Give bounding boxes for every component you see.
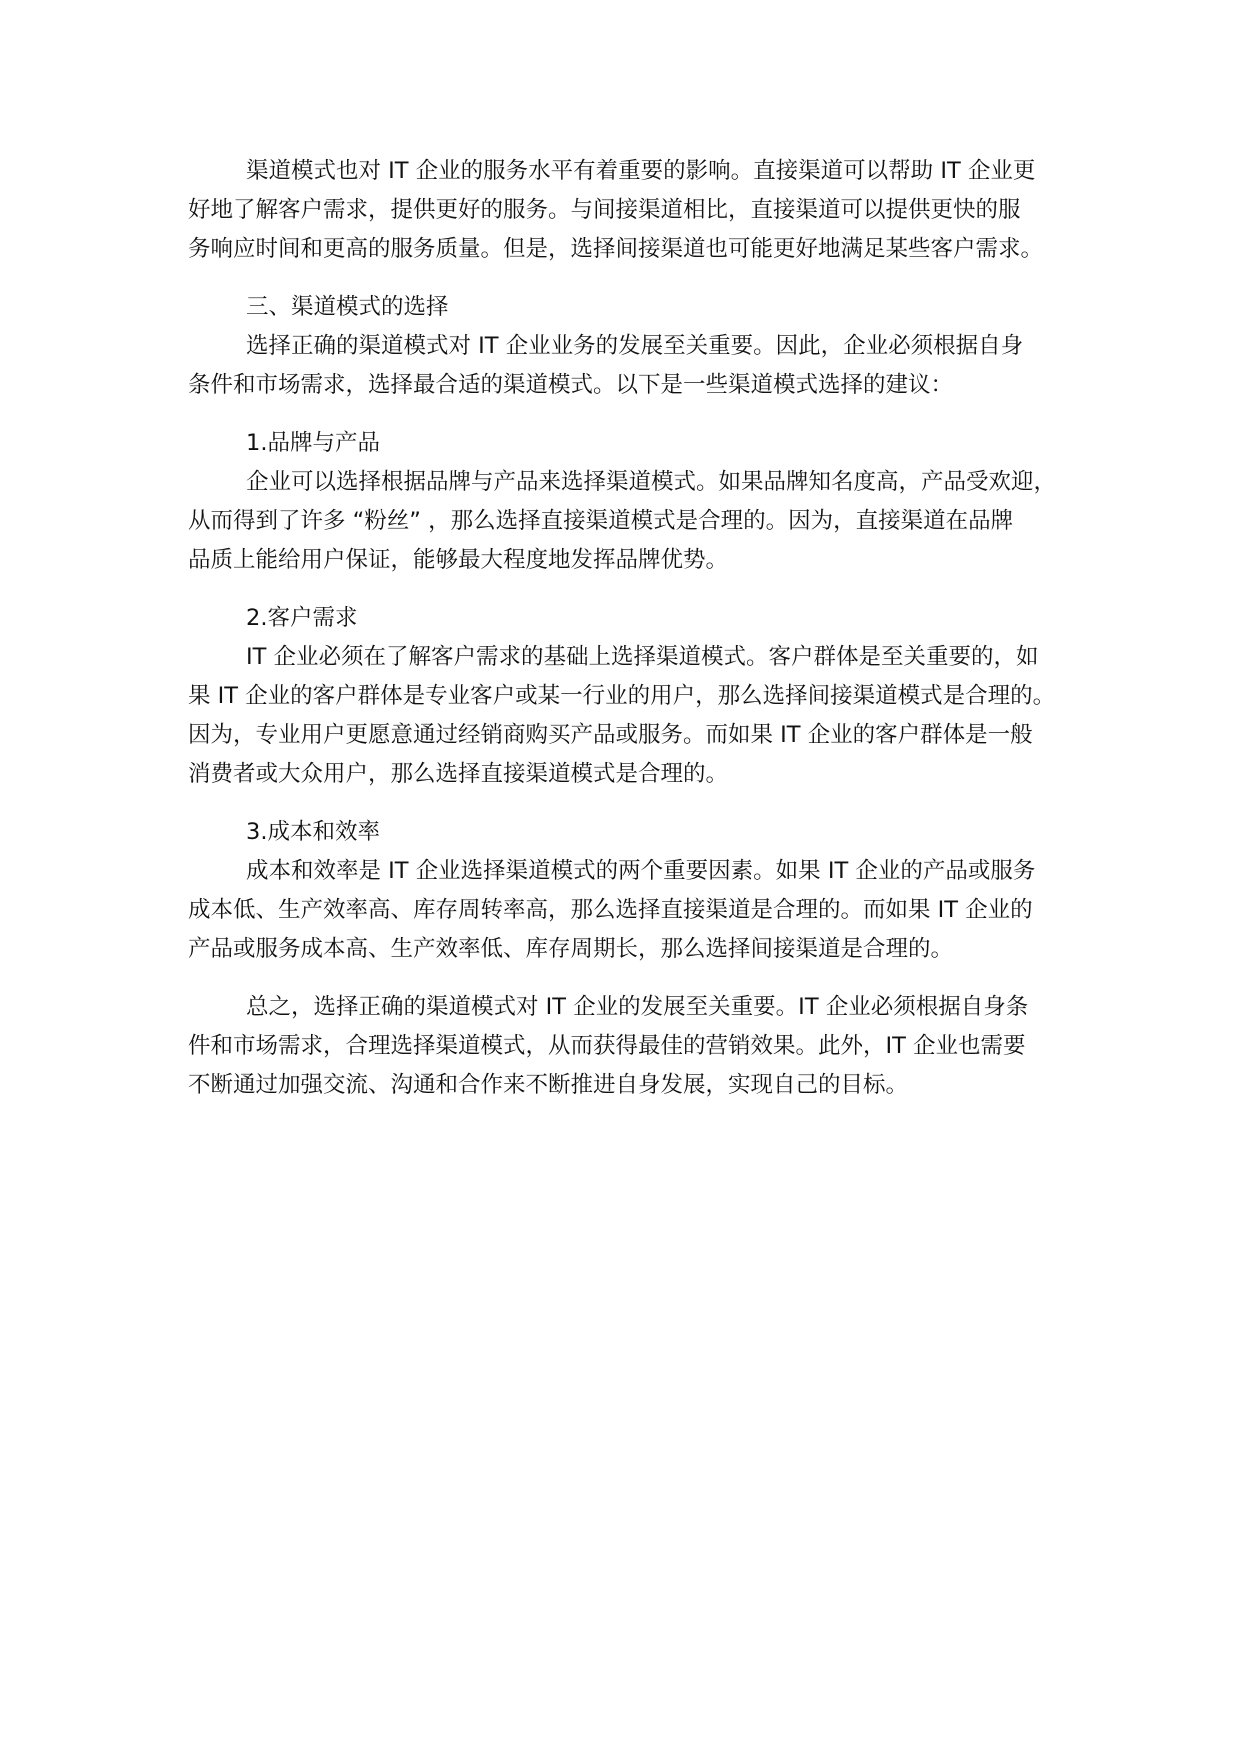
paragraph-line: 企业可以选择根据品牌与产品来选择渠道模式。如果品牌知名度高，产品受欢迎， — [246, 469, 1057, 495]
paragraph-line: IT 企业必须在了解客户需求的基础上选择渠道模式。客户群体是至关重要的，如 — [246, 644, 1039, 670]
paragraph-line: 成本低、生产效率高、库存周转率高，那么选择直接渠道是合理的。而如果 IT 企业的 — [188, 897, 1033, 923]
paragraph-line: 品质上能给用户保证，能够最大程度地发挥品牌优势。 — [188, 547, 729, 573]
paragraph-line: 消费者或大众用户，那么选择直接渠道模式是合理的。 — [188, 761, 729, 787]
paragraph-line: 果 IT 企业的客户群体是专业客户或某一行业的用户，那么选择间接渠道模式是合理的。 — [188, 683, 1056, 709]
paragraph-line: 成本和效率是 IT 企业选择渠道模式的两个重要因素。如果 IT 企业的产品或服务 — [246, 858, 1036, 884]
paragraph-line: 条件和市场需求，选择最合适的渠道模式。以下是一些渠道模式选择的建议： — [188, 372, 954, 398]
paragraph-line: 选择正确的渠道模式对 IT 企业业务的发展至关重要。因此，企业必须根据自身 — [246, 333, 1024, 359]
paragraph-service-level — [188, 152, 1076, 269]
paragraph-line: 不断通过加强交流、沟通和合作来不断推进自身发展，实现自己的目标。 — [188, 1072, 909, 1098]
paragraph-line: 因为，专业用户更愿意通过经销商购买产品或服务。而如果 IT 企业的客户群体是一般 — [188, 722, 1033, 748]
paragraph-line: 从而得到了许多 “粉丝” ，那么选择直接渠道模式是合理的。因为，直接渠道在品牌 — [188, 508, 1014, 534]
paragraph-line: 务响应时间和更高的服务质量。但是，选择间接渠道也可能更好地满足某些客户需求。 — [188, 236, 1044, 262]
paragraph-line: 好地了解客户需求，提供更好的服务。与间接渠道相比，直接渠道可以提供更快的服 — [188, 197, 1021, 223]
paragraph-customer-needs — [188, 638, 1076, 794]
paragraph-cost-efficiency — [188, 852, 1076, 969]
item-heading-cost-efficiency: 3.成本和效率 — [246, 819, 380, 845]
paragraph-brand-product — [188, 463, 1076, 580]
section-heading-channel-selection: 三、渠道模式的选择 — [246, 294, 449, 320]
paragraph-line: 渠道模式也对 IT 企业的服务水平有着重要的影响。直接渠道可以帮助 IT 企业更 — [246, 158, 1036, 184]
document-body — [188, 152, 1076, 1105]
item-heading-customer-needs: 2.客户需求 — [246, 605, 358, 631]
paragraph-line: 件和市场需求，合理选择渠道模式，从而获得最佳的营销效果。此外，IT 企业也需要 — [188, 1033, 1026, 1059]
paragraph-conclusion — [188, 988, 1076, 1105]
paragraph-line: 产品或服务成本高、生产效率低、库存周期长，那么选择间接渠道是合理的。 — [188, 936, 954, 962]
paragraph-line: 总之，选择正确的渠道模式对 IT 企业的发展至关重要。IT 企业必须根据自身条 — [246, 994, 1029, 1020]
item-heading-brand-product: 1.品牌与产品 — [246, 430, 380, 456]
paragraph-selection-intro — [188, 327, 1076, 405]
